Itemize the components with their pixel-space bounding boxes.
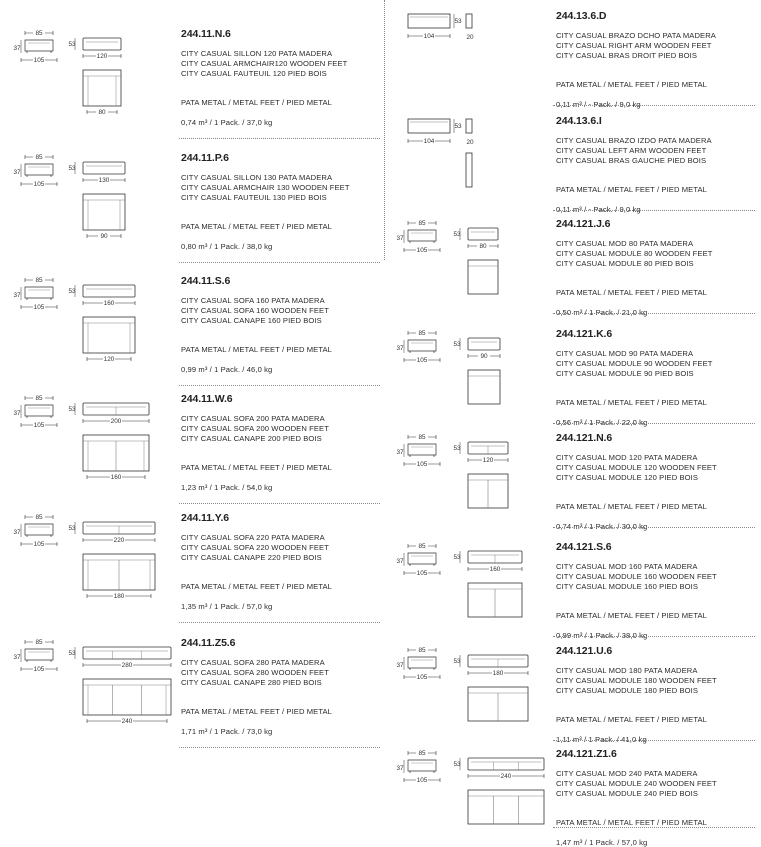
entry-divider [179, 385, 380, 386]
width-dim-label: 220 [113, 537, 125, 545]
inner-dim-label: 90 [100, 233, 108, 241]
drawing-244.11.Z5.6 [5, 635, 180, 735]
description-line: CITY CASUAL BRAS DROIT PIED BOIS [556, 51, 698, 60]
product-code: 244.11.Y.6 [181, 512, 230, 524]
drawing-244.13.6.D [390, 8, 550, 108]
feet-option: PATA METAL / METAL FEET / PIED METAL [181, 222, 332, 231]
product-entry-right-0 [556, 10, 716, 109]
entry-divider [553, 636, 755, 637]
height2: 53 [68, 406, 76, 413]
height2: 53 [453, 445, 461, 452]
width-dim-label: 160 [103, 300, 115, 308]
description-line: CITY CASUAL MODULE 80 PIED BOIS [556, 259, 694, 268]
width-dim-label: 90 [480, 353, 488, 361]
packaging-info: 0,11 m³ / - Pack. / 9,0 kg [556, 100, 641, 109]
feet-option: PATA METAL / METAL FEET / PIED METAL [556, 288, 707, 297]
top-dim-label: 85 [35, 639, 43, 647]
product-entry-right-1 [556, 115, 712, 214]
plan-view [83, 317, 135, 353]
description-line: CITY CASUAL MODULE 120 WOODEN FEET [556, 463, 717, 472]
description-line: CITY CASUAL BRAZO IZDO PATA MADERA [556, 136, 712, 145]
arm-side-view [408, 14, 450, 28]
front-view [468, 228, 498, 240]
description-line: CITY CASUAL FAUTEUIL 130 PIED BOIS [181, 193, 327, 202]
description-line: CITY CASUAL MOD 160 PATA MADERA [556, 562, 698, 571]
product-code: 244.11.S.6 [181, 275, 231, 287]
height2: 53 [68, 525, 76, 532]
product-entry-left-4 [181, 512, 332, 611]
top-dim-label: 85 [35, 395, 43, 403]
side-view [408, 444, 436, 455]
side-view [25, 40, 53, 51]
height2: 53 [68, 650, 76, 657]
product-entry-left-2 [181, 275, 332, 374]
packaging-info: 1,23 m³ / 1 Pack. / 54,0 kg [181, 483, 273, 492]
top-dim-label: 85 [35, 514, 43, 522]
side-view [408, 760, 436, 771]
drawing-244.11.Y.6 [5, 510, 180, 610]
depth-dim-label: 105 [33, 57, 45, 65]
product-description [556, 136, 712, 166]
description-line: CITY CASUAL LEFT ARM WOODEN FEET [556, 146, 707, 155]
side-view [25, 405, 53, 416]
top-dim-label: 85 [35, 30, 43, 38]
product-code: 244.121.Z1.6 [556, 748, 617, 760]
description-line: CITY CASUAL SOFA 160 WOODEN FEET [181, 306, 329, 315]
feet-option: PATA METAL / METAL FEET / PIED METAL [181, 463, 332, 472]
height2: 53 [453, 341, 461, 348]
depth-dim-label: 105 [33, 541, 45, 549]
product-code: 244.11.P.6 [181, 152, 229, 164]
entry-divider [179, 138, 380, 139]
depth-dim-label: 20 [466, 34, 474, 41]
description-line: CITY CASUAL SOFA 280 PATA MADERA [181, 658, 325, 667]
inner-dim-label: 160 [110, 474, 122, 482]
product-entry-right-6 [556, 645, 717, 744]
height1: 37 [396, 662, 404, 669]
height1: 37 [396, 765, 404, 772]
arm-plan-view [466, 153, 472, 187]
description-line: CITY CASUAL RIGHT ARM WOODEN FEET [556, 41, 712, 50]
plan-view [468, 260, 498, 294]
plan-view [83, 194, 125, 230]
description-line: CITY CASUAL SOFA 220 WOODEN FEET [181, 543, 329, 552]
description-line: CITY CASUAL CANAPE 220 PIED BOIS [181, 553, 322, 562]
feet-option: PATA METAL / METAL FEET / PIED METAL [556, 818, 707, 827]
feet-option: PATA METAL / METAL FEET / PIED METAL [556, 80, 707, 89]
inner-dim-label: 180 [113, 593, 125, 601]
product-code: 244.121.K.6 [556, 328, 613, 340]
height1: 37 [396, 449, 404, 456]
feet-option: PATA METAL / METAL FEET / PIED METAL [556, 502, 707, 511]
arm-side-view [408, 119, 450, 133]
width-dim-label: 80 [479, 243, 487, 251]
product-code: 244.13.6.I [556, 115, 602, 127]
arm-front-view [466, 119, 472, 133]
entry-divider [553, 313, 755, 314]
depth-dim-label: 105 [416, 247, 428, 255]
feet-option: PATA METAL / METAL FEET / PIED METAL [181, 582, 332, 591]
packaging-info: 0,99 m³ / 1 Pack. / 46,0 kg [181, 365, 273, 374]
width-dim-label: 200 [110, 418, 122, 426]
height1: 37 [13, 529, 21, 536]
drawing-244.13.6.I [390, 113, 550, 213]
packaging-info: 0,56 m³ / 1 Pack. / 22,0 kg [556, 418, 648, 427]
product-description [556, 562, 717, 592]
entry-divider [553, 210, 755, 211]
description-line: CITY CASUAL SOFA 280 WOODEN FEET [181, 668, 329, 677]
product-description [181, 296, 332, 326]
entry-divider [179, 747, 380, 748]
packaging-info: 0,50 m³ / 1 Pack. / 21,0 kg [556, 308, 648, 317]
product-code: 244.13.6.D [556, 10, 607, 22]
description-line: CITY CASUAL MOD 240 PATA MADERA [556, 769, 698, 778]
feet-option: PATA METAL / METAL FEET / PIED METAL [181, 98, 332, 107]
description-line: CITY CASUAL SOFA 200 PATA MADERA [181, 414, 325, 423]
front-view [83, 162, 125, 174]
product-entry-right-4 [556, 432, 717, 531]
description-line: CITY CASUAL SILLON 130 PATA MADERA [181, 173, 333, 182]
plan-view [468, 790, 544, 824]
height1: 37 [396, 235, 404, 242]
description-line: CITY CASUAL MODULE 240 WOODEN FEET [556, 779, 717, 788]
depth-dim-label: 105 [416, 777, 428, 785]
product-description [556, 349, 712, 379]
product-code: 244.121.J.6 [556, 218, 611, 230]
height1: 37 [13, 292, 21, 299]
depth-dim-label: 105 [33, 181, 45, 189]
drawing-244.11.P.6 [5, 150, 180, 250]
arm-front-view [466, 14, 472, 28]
description-line: CITY CASUAL FAUTEUIL 120 PIED BOIS [181, 69, 327, 78]
entry-divider [553, 105, 755, 106]
inner-dim-label: 240 [121, 718, 133, 726]
width-dim-label: 120 [482, 457, 494, 465]
height1: 37 [13, 654, 21, 661]
front-view [468, 338, 500, 350]
entry-divider [553, 740, 755, 741]
description-line: CITY CASUAL MOD 120 PATA MADERA [556, 453, 698, 462]
entry-divider [179, 262, 380, 263]
front-view [83, 38, 121, 50]
description-line: CITY CASUAL MODULE 180 PIED BOIS [556, 686, 699, 695]
height2: 53 [453, 231, 461, 238]
packaging-info: 1,11 m³ / 1 Pack. / 41,0 kg [556, 735, 647, 744]
packaging-info: 0,80 m³ / 1 Pack. / 38,0 kg [181, 242, 273, 251]
width-dim-label: 104 [423, 33, 435, 41]
description-line: CITY CASUAL SILLON 120 PATA MADERA [181, 49, 333, 58]
description-line: CITY CASUAL MOD 80 PATA MADERA [556, 239, 694, 248]
top-dim-label: 85 [35, 277, 43, 285]
feet-option: PATA METAL / METAL FEET / PIED METAL [556, 611, 707, 620]
entry-divider [553, 827, 755, 828]
depth-dim-label: 105 [33, 304, 45, 312]
height2: 53 [454, 123, 462, 130]
width-dim-label: 280 [121, 662, 133, 670]
drawing-244.121.U.6 [390, 643, 550, 743]
feet-option: PATA METAL / METAL FEET / PIED METAL [556, 185, 707, 194]
product-entry-left-1 [181, 152, 350, 251]
entry-divider [179, 503, 380, 504]
side-view [25, 649, 53, 660]
plan-view [468, 370, 500, 404]
height2: 53 [68, 288, 76, 295]
feet-option: PATA METAL / METAL FEET / PIED METAL [181, 345, 332, 354]
drawing-244.121.Z1.6 [390, 746, 550, 846]
top-dim-label: 85 [418, 220, 426, 228]
description-line: CITY CASUAL MODULE 80 WOODEN FEET [556, 249, 713, 258]
width-dim-label: 130 [98, 177, 110, 185]
description-line: CITY CASUAL MODULE 160 PIED BOIS [556, 582, 699, 591]
drawing-244.121.N.6 [390, 430, 550, 530]
top-dim-label: 85 [418, 330, 426, 338]
product-description [556, 31, 716, 61]
description-line: CITY CASUAL MOD 90 PATA MADERA [556, 349, 694, 358]
width-dim-label: 180 [492, 670, 504, 678]
depth-dim-label: 105 [33, 666, 45, 674]
side-view [25, 164, 53, 175]
entry-divider [179, 622, 380, 623]
description-line: CITY CASUAL MODULE 120 PIED BOIS [556, 473, 699, 482]
product-description [556, 453, 717, 483]
height1: 37 [396, 558, 404, 565]
description-line: CITY CASUAL SOFA 220 PATA MADERA [181, 533, 325, 542]
product-entry-right-5 [556, 541, 717, 640]
product-entry-right-2 [556, 218, 712, 317]
entry-divider [553, 423, 755, 424]
product-description [181, 658, 332, 688]
product-description [556, 239, 712, 269]
width-dim-label: 120 [96, 53, 108, 61]
height1: 37 [13, 410, 21, 417]
plan-view [83, 70, 121, 106]
product-description [556, 769, 717, 799]
description-line: CITY CASUAL MODULE 90 WOODEN FEET [556, 359, 713, 368]
packaging-info: 1,35 m³ / 1 Pack. / 57,0 kg [181, 602, 273, 611]
height2: 53 [453, 658, 461, 665]
side-view [408, 553, 436, 564]
product-entry-left-3 [181, 393, 332, 492]
width-dim-label: 240 [500, 773, 512, 781]
entry-divider [553, 527, 755, 528]
description-line: CITY CASUAL SOFA 200 WOODEN FEET [181, 424, 329, 433]
drawing-244.121.K.6 [390, 326, 550, 426]
product-code: 244.121.N.6 [556, 432, 613, 444]
top-dim-label: 85 [35, 154, 43, 162]
width-dim-label: 160 [489, 566, 501, 574]
drawing-244.121.S.6 [390, 539, 550, 639]
height2: 53 [68, 41, 76, 48]
height1: 37 [396, 345, 404, 352]
depth-dim-label: 105 [416, 570, 428, 578]
feet-option: PATA METAL / METAL FEET / PIED METAL [556, 398, 707, 407]
drawing-244.121.J.6 [390, 216, 550, 316]
front-view [83, 647, 171, 659]
description-line: CITY CASUAL CANAPE 280 PIED BOIS [181, 678, 322, 687]
packaging-info: 1,47 m³ / 1 Pack. / 57,0 kg [556, 838, 648, 847]
product-description [181, 173, 350, 203]
plan-view [83, 679, 171, 715]
description-line: CITY CASUAL MOD 180 PATA MADERA [556, 666, 698, 675]
description-line: CITY CASUAL CANAPE 200 PIED BOIS [181, 434, 322, 443]
depth-dim-label: 105 [33, 422, 45, 430]
drawing-244.11.N.6 [5, 26, 180, 126]
packaging-info: 1,71 m³ / 1 Pack. / 73,0 kg [181, 727, 273, 736]
inner-dim-label: 120 [103, 356, 115, 364]
front-view [468, 758, 544, 770]
product-description [181, 414, 332, 444]
feet-option: PATA METAL / METAL FEET / PIED METAL [556, 715, 707, 724]
packaging-info: 0,74 m³ / 1 Pack. / 30,0 kg [556, 522, 648, 531]
product-entry-left-5 [181, 637, 332, 736]
product-description [556, 666, 717, 696]
packaging-info: 0,99 m³ / 1 Pack. / 38,0 kg [556, 631, 648, 640]
product-entry-right-7 [556, 748, 717, 847]
side-view [408, 657, 436, 668]
side-view [408, 230, 436, 241]
width-dim-label: 104 [423, 138, 435, 146]
product-code: 244.11.N.6 [181, 28, 231, 40]
description-line: CITY CASUAL SOFA 160 PATA MADERA [181, 296, 325, 305]
description-line: CITY CASUAL BRAZO DCHO PATA MADERA [556, 31, 716, 40]
product-entry-left-0 [181, 28, 347, 127]
product-description [181, 49, 347, 79]
height2: 53 [68, 165, 76, 172]
depth-dim-label: 105 [416, 357, 428, 365]
side-view [25, 287, 53, 298]
product-code: 244.11.Z5.6 [181, 637, 236, 649]
packaging-info: 0,11 m³ / - Pack. / 9,0 kg [556, 205, 641, 214]
product-description [181, 533, 332, 563]
depth-dim-label: 105 [416, 674, 428, 682]
inner-dim-label: 80 [98, 109, 106, 117]
product-entry-right-3 [556, 328, 712, 427]
top-dim-label: 85 [418, 434, 426, 442]
product-code: 244.11.W.6 [181, 393, 233, 405]
description-line: CITY CASUAL MODULE 240 PIED BOIS [556, 789, 699, 798]
height1: 37 [13, 45, 21, 52]
height1: 37 [13, 169, 21, 176]
depth-dim-label: 105 [416, 461, 428, 469]
description-line: CITY CASUAL ARMCHAIR120 WOODEN FEET [181, 59, 348, 68]
drawing-244.11.W.6 [5, 391, 180, 491]
column-divider [384, 0, 385, 260]
height2: 53 [453, 554, 461, 561]
description-line: CITY CASUAL MODULE 180 WOODEN FEET [556, 676, 717, 685]
top-dim-label: 85 [418, 647, 426, 655]
drawing-244.11.S.6 [5, 273, 180, 373]
side-view [25, 524, 53, 535]
description-line: CITY CASUAL ARMCHAIR 130 WOODEN FEET [181, 183, 350, 192]
height2: 53 [454, 18, 462, 25]
description-line: CITY CASUAL BRAS GAUCHE PIED BOIS [556, 156, 707, 165]
product-code: 244.121.S.6 [556, 541, 612, 553]
side-view [408, 340, 436, 351]
packaging-info: 0,74 m³ / 1 Pack. / 37,0 kg [181, 118, 273, 127]
top-dim-label: 85 [418, 543, 426, 551]
top-dim-label: 85 [418, 750, 426, 758]
product-code: 244.121.U.6 [556, 645, 613, 657]
description-line: CITY CASUAL CANAPE 160 PIED BOIS [181, 316, 322, 325]
description-line: CITY CASUAL MODULE 160 WOODEN FEET [556, 572, 717, 581]
depth-dim-label: 20 [466, 139, 474, 146]
description-line: CITY CASUAL MODULE 90 PIED BOIS [556, 369, 694, 378]
height2: 53 [453, 761, 461, 768]
front-view [83, 285, 135, 297]
feet-option: PATA METAL / METAL FEET / PIED METAL [181, 707, 332, 716]
